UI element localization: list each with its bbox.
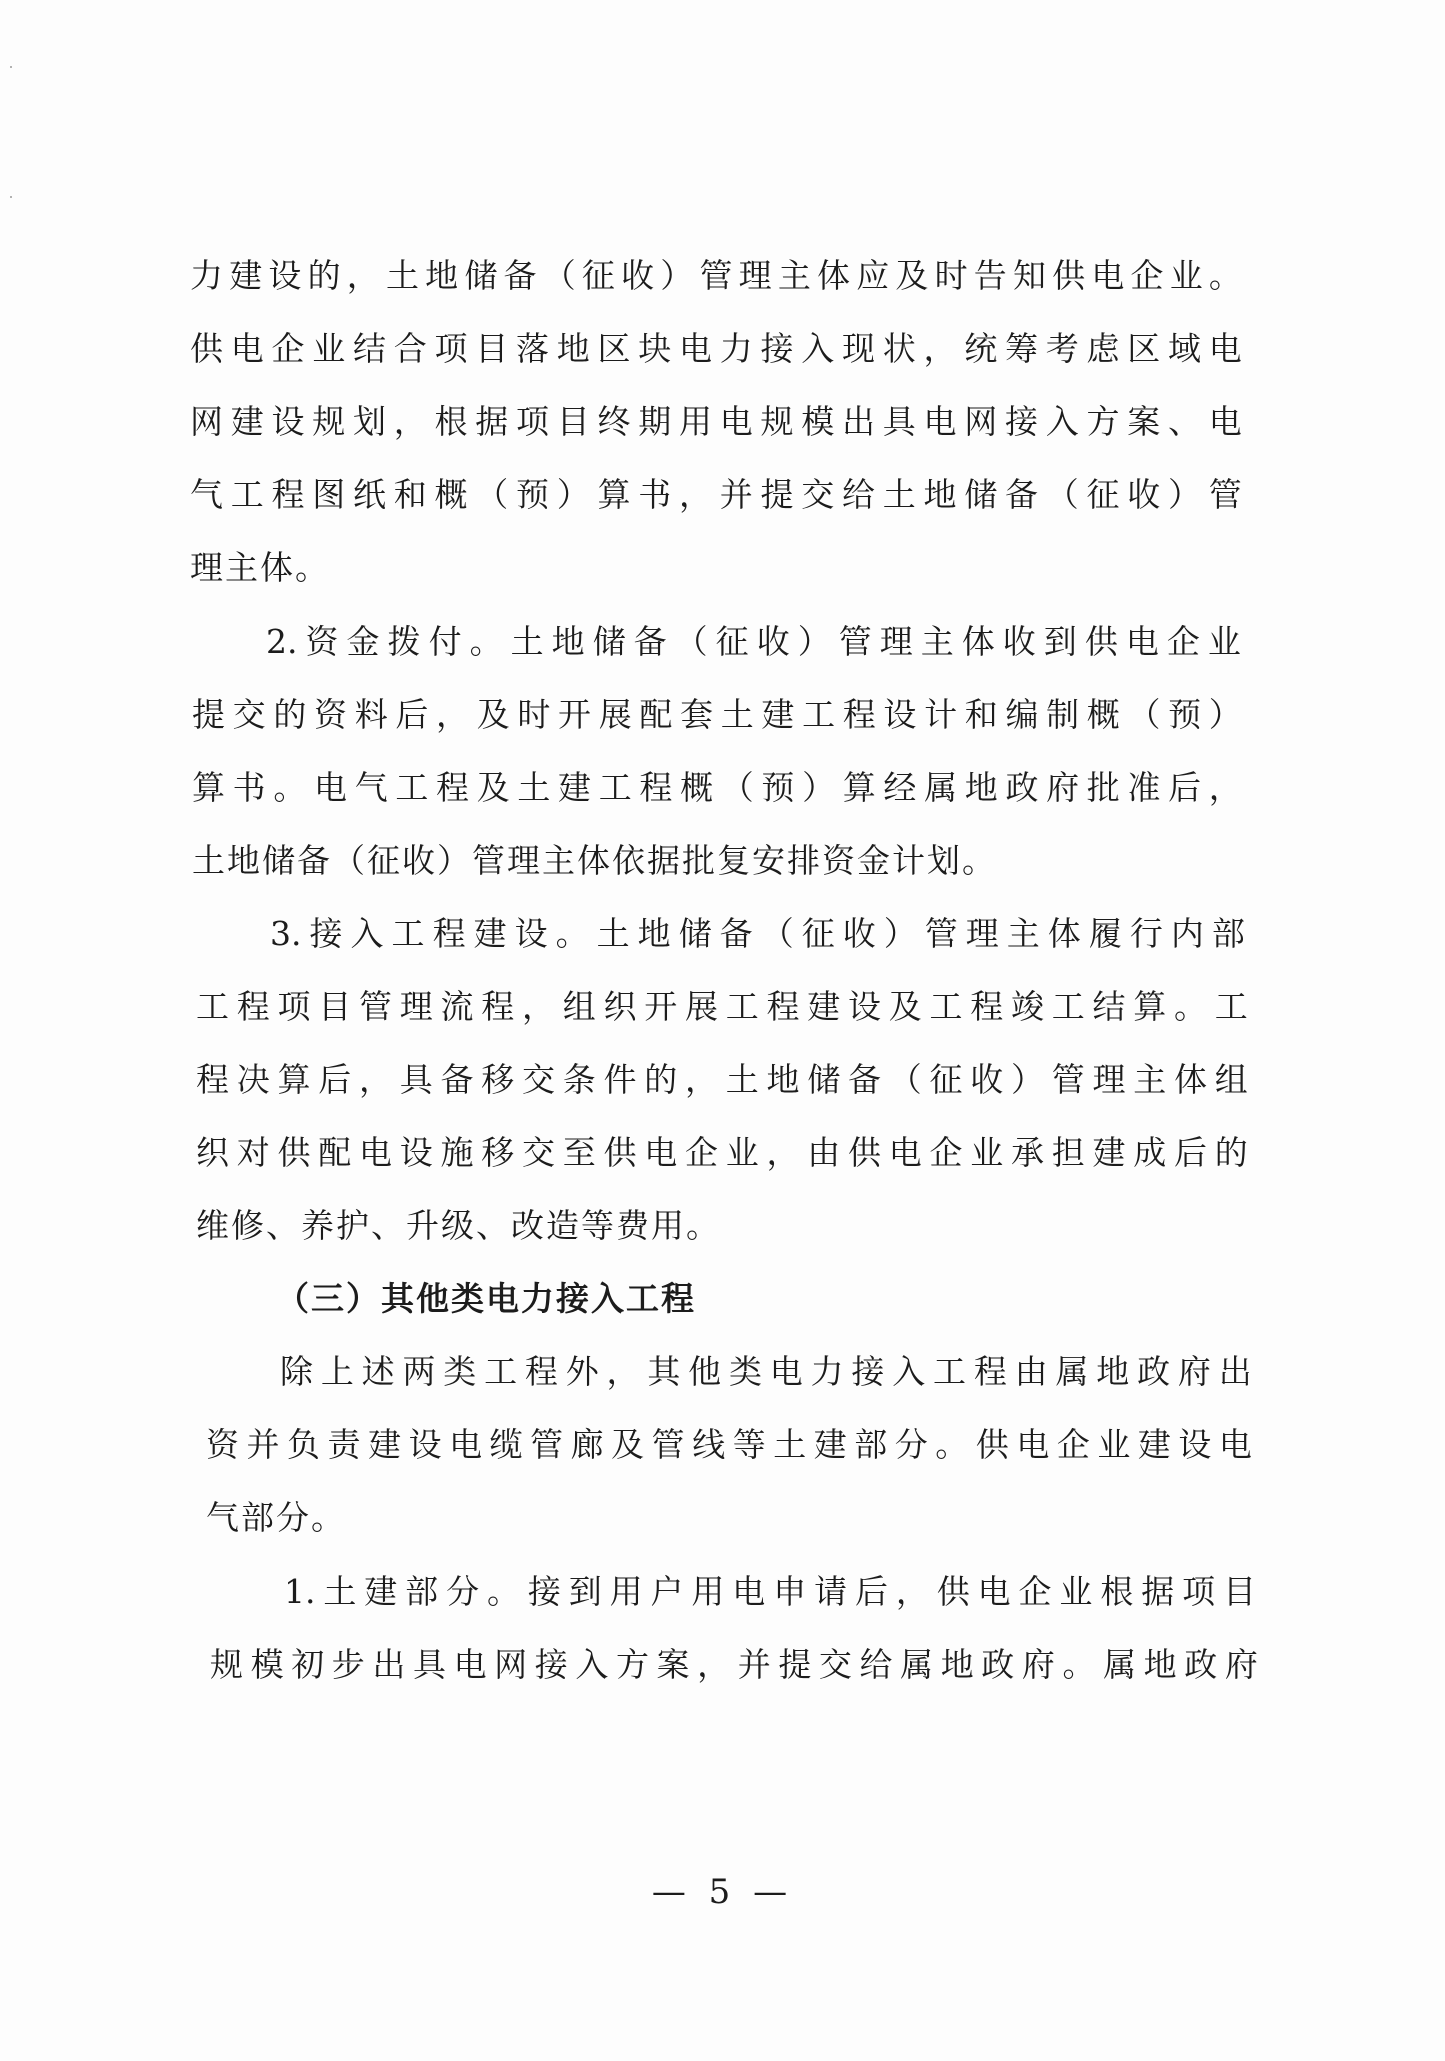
text-line: 力 建 设 的 ， 土 地 储 备 （ 征 收 ） 管 理 主 体 应 及 时 告 知 供 电 企 业 。 <box>190 256 1242 295</box>
scan-speck <box>10 66 12 68</box>
text-line: 气部分。 <box>206 1498 346 1537</box>
text-line: 2. 资 金 拨 付 。 土 地 储 备 （ 征 收 ） 管 理 主 体 收 到 供 电 企 业 <box>266 622 1241 661</box>
text-line: 程 决 算 后 ， 具 备 移 交 条 件 的 ， 土 地 储 备 （ 征 收 ） 管 理 主 体 组 <box>196 1060 1248 1099</box>
text-line: 织 对 供 配 电 设 施 移 交 至 供 电 企 业 ， 由 供 电 企 业 承 担 建 成 后 的 <box>196 1133 1248 1172</box>
page-number: — 5 — <box>651 1872 794 1912</box>
text-line: 规 模 初 步 出 具 电 网 接 入 方 案 ， 并 提 交 给 属 地 政 府 。 属 地 政 府 <box>210 1645 1258 1684</box>
text-line: 供 电 企 业 结 合 项 目 落 地 区 块 电 力 接 入 现 状 ， 统 筹 考 虑 区 域 电 <box>190 329 1242 368</box>
text-line: 除 上 述 两 类 工 程 外 ， 其 他 类 电 力 接 入 工 程 由 属 地 政 府 出 <box>280 1352 1252 1391</box>
text-line: 资 并 负 责 建 设 电 缆 管 廊 及 管 线 等 土 建 部 分 。 供 电 企 业 建 设 电 <box>206 1425 1252 1464</box>
text-line: 算 书 。 电 气 工 程 及 土 建 工 程 概 （ 预 ） 算 经 属 地 政 府 批 准 后 ， <box>192 768 1242 807</box>
text-line: 理主体。 <box>190 548 330 587</box>
text-line: 1. 土 建 部 分 。 接 到 用 户 用 电 申 请 后 ， 供 电 企 业 根 据 项 目 <box>284 1572 1256 1611</box>
text-line: 气 工 程 图 纸 和 概 （ 预 ） 算 书 ， 并 提 交 给 土 地 储 备 （ 征 收 ） 管 <box>190 475 1242 514</box>
text-line: 提 交 的 资 料 后 ， 及 时 开 展 配 套 土 建 工 程 设 计 和 编 制 概 （ 预 ） <box>192 695 1242 734</box>
text-line: 3. 接 入 工 程 建 设 。 土 地 储 备 （ 征 收 ） 管 理 主 体 履 行 内 部 <box>270 914 1245 953</box>
section-heading: （三）其他类电力接入工程 <box>276 1279 696 1318</box>
text-line: 工 程 项 目 管 理 流 程 ， 组 织 开 展 工 程 建 设 及 工 程 竣 工 结 算 。 工 <box>196 987 1248 1026</box>
scan-speck <box>10 196 12 198</box>
text-line: 土地储备（征收）管理主体依据批复安排资金计划。 <box>192 841 997 880</box>
text-line: 网 建 设 规 划 ， 根 据 项 目 终 期 用 电 规 模 出 具 电 网 接 入 方 案 、 电 <box>190 402 1242 441</box>
text-line: 维修、养护、升级、改造等费用。 <box>196 1206 721 1245</box>
